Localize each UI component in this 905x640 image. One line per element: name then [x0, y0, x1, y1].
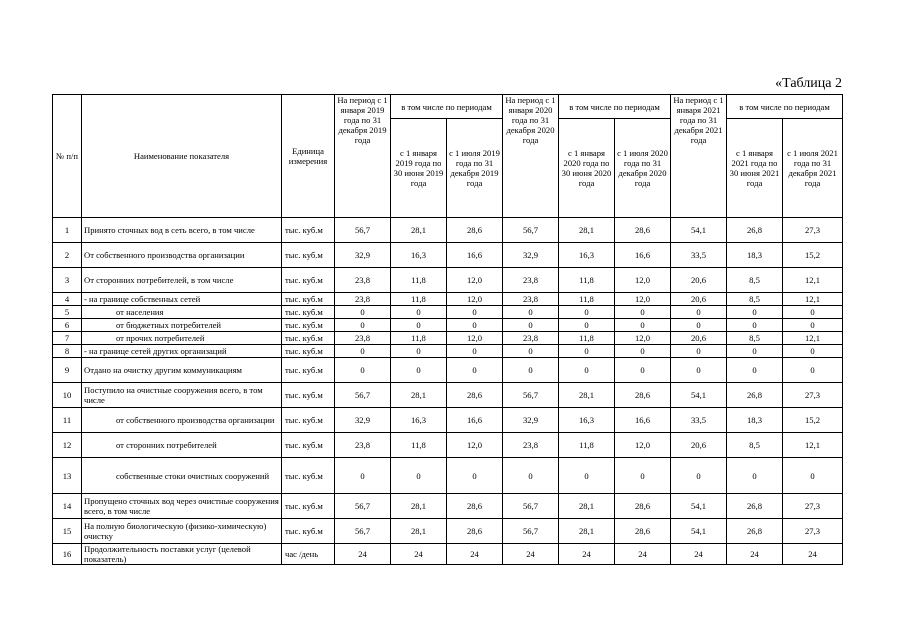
- row-value: 8,5: [727, 433, 783, 458]
- row-value: 28,1: [391, 494, 447, 519]
- header-period-2020: На период с 1 января 2020 года по 31 декабря 2020 года: [503, 95, 559, 218]
- table-row: [53, 293, 843, 306]
- row-num: 8: [53, 345, 82, 358]
- row-value: 26,8: [727, 383, 783, 408]
- row-value: 12,1: [783, 433, 843, 458]
- header-including-2019: в том числе по периодам: [391, 95, 503, 119]
- table-body: [53, 218, 843, 565]
- row-num: 11: [53, 408, 82, 433]
- row-value: 0: [671, 458, 727, 494]
- row-value: 20,6: [671, 433, 727, 458]
- row-value: 0: [335, 345, 391, 358]
- row-value: 0: [671, 345, 727, 358]
- row-name: Пропущено сточных вод через очистные сооружения всего, в том числе: [82, 494, 282, 519]
- row-value: 24: [559, 544, 615, 565]
- row-value: 0: [335, 358, 391, 383]
- row-value: 12,1: [783, 268, 843, 293]
- row-name: - на границе сетей других организаций: [82, 345, 282, 358]
- row-value: 18,3: [727, 243, 783, 268]
- row-value: 8,5: [727, 268, 783, 293]
- table-row: [53, 544, 843, 565]
- row-value: 0: [783, 458, 843, 494]
- row-value: 12,0: [447, 332, 503, 345]
- header-period-2021: На период с 1 января 2021 года по 31 декабря 2021 года: [671, 95, 727, 218]
- row-value: 23,8: [335, 293, 391, 306]
- row-value: 0: [783, 306, 843, 319]
- header-num: № п/п: [53, 95, 82, 218]
- row-value: 12,0: [615, 433, 671, 458]
- table-row: [53, 433, 843, 458]
- table-row: [53, 243, 843, 268]
- row-value: 11,8: [391, 293, 447, 306]
- row-value: 54,1: [671, 218, 727, 243]
- row-value: 0: [559, 319, 615, 332]
- row-name: Поступило на очистные сооружения всего, в том числе: [82, 383, 282, 408]
- table-row: [53, 358, 843, 383]
- row-value: 56,7: [335, 494, 391, 519]
- header-period-2019: На период с 1 января 2019 года по 31 декабря 2019 года: [335, 95, 391, 218]
- row-name: От собственного производства организации: [82, 243, 282, 268]
- row-value: 11,8: [559, 293, 615, 306]
- row-value: 12,0: [447, 268, 503, 293]
- row-unit: тыс. куб.м: [282, 458, 335, 494]
- row-value: 11,8: [391, 433, 447, 458]
- row-unit: тыс. куб.м: [282, 293, 335, 306]
- row-unit: тыс. куб.м: [282, 306, 335, 319]
- row-value: 0: [503, 319, 559, 332]
- row-value: 27,3: [783, 494, 843, 519]
- row-value: 12,0: [615, 293, 671, 306]
- row-value: 0: [447, 458, 503, 494]
- row-value: 24: [391, 544, 447, 565]
- row-value: 0: [671, 358, 727, 383]
- row-value: 56,7: [335, 383, 391, 408]
- row-value: 0: [335, 306, 391, 319]
- row-name: от бюджетных потребителей: [82, 319, 282, 332]
- row-value: 28,6: [615, 519, 671, 544]
- row-num: 9: [53, 358, 82, 383]
- row-value: 28,6: [615, 383, 671, 408]
- row-value: 0: [671, 306, 727, 319]
- row-value: 11,8: [559, 433, 615, 458]
- row-value: 0: [727, 345, 783, 358]
- row-value: 24: [727, 544, 783, 565]
- row-value: 0: [671, 319, 727, 332]
- row-value: 24: [335, 544, 391, 565]
- row-value: 32,9: [503, 243, 559, 268]
- row-value: 12,0: [447, 433, 503, 458]
- row-value: 16,6: [447, 408, 503, 433]
- header-including-2020: в том числе по периодам: [559, 95, 671, 119]
- row-value: 54,1: [671, 383, 727, 408]
- row-value: 0: [783, 345, 843, 358]
- row-value: 0: [727, 358, 783, 383]
- row-value: 24: [615, 544, 671, 565]
- row-num: 2: [53, 243, 82, 268]
- row-unit: тыс. куб.м: [282, 358, 335, 383]
- row-name: от собственного производства организации: [82, 408, 282, 433]
- row-value: 24: [447, 544, 503, 565]
- row-name: - на границе собственных сетей: [82, 293, 282, 306]
- row-value: 0: [783, 358, 843, 383]
- row-value: 33,5: [671, 243, 727, 268]
- row-value: 24: [503, 544, 559, 565]
- header-2019-h2: с 1 июля 2019 года по 31 декабря 2019 года: [447, 119, 503, 218]
- row-name: от населения: [82, 306, 282, 319]
- row-value: 27,3: [783, 218, 843, 243]
- row-value: 28,1: [559, 494, 615, 519]
- row-value: 54,1: [671, 494, 727, 519]
- row-unit: тыс. куб.м: [282, 433, 335, 458]
- row-value: 23,8: [335, 433, 391, 458]
- row-value: 28,1: [391, 218, 447, 243]
- row-value: 0: [447, 319, 503, 332]
- row-unit: час /день: [282, 544, 335, 565]
- row-unit: тыс. куб.м: [282, 383, 335, 408]
- row-value: 56,7: [503, 494, 559, 519]
- row-value: 0: [391, 458, 447, 494]
- row-value: 23,8: [335, 332, 391, 345]
- row-value: 28,1: [391, 383, 447, 408]
- row-value: 0: [391, 319, 447, 332]
- row-num: 13: [53, 458, 82, 494]
- row-value: 23,8: [503, 293, 559, 306]
- row-value: 56,7: [335, 519, 391, 544]
- header-2020-h1: с 1 января 2020 года по 30 июня 2020 года: [559, 119, 615, 218]
- row-name: от прочих потребителей: [82, 332, 282, 345]
- row-value: 27,3: [783, 519, 843, 544]
- row-value: 8,5: [727, 332, 783, 345]
- row-name: Принято сточных вод в сеть всего, в том числе: [82, 218, 282, 243]
- row-unit: тыс. куб.м: [282, 243, 335, 268]
- row-value: 0: [391, 306, 447, 319]
- header-unit: Единица измерения: [282, 95, 335, 218]
- row-value: 8,5: [727, 293, 783, 306]
- table-row: [53, 494, 843, 519]
- row-value: 32,9: [503, 408, 559, 433]
- row-value: 28,6: [447, 494, 503, 519]
- indicators-table: [52, 94, 843, 565]
- row-value: 0: [559, 458, 615, 494]
- row-value: 0: [447, 358, 503, 383]
- row-num: 5: [53, 306, 82, 319]
- row-unit: тыс. куб.м: [282, 319, 335, 332]
- row-value: 0: [335, 319, 391, 332]
- table-row: [53, 519, 843, 544]
- row-name: от сторонних потребителей: [82, 433, 282, 458]
- row-num: 16: [53, 544, 82, 565]
- row-value: 0: [335, 458, 391, 494]
- row-value: 0: [503, 458, 559, 494]
- table-row: [53, 345, 843, 358]
- row-value: 0: [615, 458, 671, 494]
- row-value: 28,6: [615, 218, 671, 243]
- row-value: 18,3: [727, 408, 783, 433]
- row-name: Отдано на очистку другим коммуникациям: [82, 358, 282, 383]
- row-value: 16,6: [615, 408, 671, 433]
- row-value: 16,3: [559, 408, 615, 433]
- row-value: 28,1: [559, 519, 615, 544]
- row-value: 0: [615, 358, 671, 383]
- table-row: [53, 268, 843, 293]
- row-unit: тыс. куб.м: [282, 332, 335, 345]
- row-value: 12,0: [615, 268, 671, 293]
- row-name: собственные стоки очистных сооружений: [82, 458, 282, 494]
- row-value: 27,3: [783, 383, 843, 408]
- row-value: 12,0: [615, 332, 671, 345]
- row-num: 1: [53, 218, 82, 243]
- table-row: [53, 218, 843, 243]
- header-name: Наименование показателя: [82, 95, 282, 218]
- row-value: 16,6: [615, 243, 671, 268]
- row-value: 28,1: [559, 218, 615, 243]
- row-name: Продолжительность поставки услуг (целевой показатель): [82, 544, 282, 565]
- row-value: 0: [391, 345, 447, 358]
- row-num: 3: [53, 268, 82, 293]
- row-value: 32,9: [335, 243, 391, 268]
- row-value: 0: [615, 306, 671, 319]
- row-value: 26,8: [727, 218, 783, 243]
- row-value: 0: [559, 345, 615, 358]
- header-including-2021: в том числе по периодам: [727, 95, 843, 119]
- row-value: 11,8: [559, 268, 615, 293]
- row-unit: тыс. куб.м: [282, 494, 335, 519]
- row-value: 12,1: [783, 293, 843, 306]
- row-value: 16,3: [559, 243, 615, 268]
- row-value: 23,8: [503, 332, 559, 345]
- table-row: [53, 319, 843, 332]
- table-row: [53, 332, 843, 345]
- row-value: 54,1: [671, 519, 727, 544]
- row-value: 0: [559, 306, 615, 319]
- row-unit: тыс. куб.м: [282, 345, 335, 358]
- table-caption: «Таблица 2: [775, 76, 842, 91]
- row-value: 0: [391, 358, 447, 383]
- row-value: 56,7: [503, 218, 559, 243]
- row-value: 28,6: [447, 519, 503, 544]
- row-name: От сторонних потребителей, в том числе: [82, 268, 282, 293]
- row-value: 16,6: [447, 243, 503, 268]
- row-value: 26,8: [727, 494, 783, 519]
- row-value: 12,1: [783, 332, 843, 345]
- row-value: 0: [783, 319, 843, 332]
- row-num: 15: [53, 519, 82, 544]
- row-unit: тыс. куб.м: [282, 218, 335, 243]
- row-value: 33,5: [671, 408, 727, 433]
- row-value: 28,6: [615, 494, 671, 519]
- row-value: 11,8: [391, 332, 447, 345]
- row-value: 23,8: [503, 268, 559, 293]
- row-value: 23,8: [503, 433, 559, 458]
- row-value: 20,6: [671, 268, 727, 293]
- table-row: [53, 458, 843, 494]
- row-value: 28,1: [391, 519, 447, 544]
- row-value: 15,2: [783, 408, 843, 433]
- row-num: 6: [53, 319, 82, 332]
- row-value: 0: [503, 345, 559, 358]
- row-unit: тыс. куб.м: [282, 519, 335, 544]
- row-value: 0: [559, 358, 615, 383]
- row-value: 32,9: [335, 408, 391, 433]
- header-2021-h2: с 1 июля 2021 года по 31 декабря 2021 года: [783, 119, 843, 218]
- row-unit: тыс. куб.м: [282, 268, 335, 293]
- table-row: [53, 306, 843, 319]
- row-value: 56,7: [503, 383, 559, 408]
- row-value: 23,8: [335, 268, 391, 293]
- row-value: 12,0: [447, 293, 503, 306]
- row-value: 28,1: [559, 383, 615, 408]
- row-value: 56,7: [335, 218, 391, 243]
- row-value: 0: [727, 306, 783, 319]
- row-num: 12: [53, 433, 82, 458]
- row-unit: тыс. куб.м: [282, 408, 335, 433]
- row-value: 0: [727, 319, 783, 332]
- row-value: 0: [615, 345, 671, 358]
- row-value: 20,6: [671, 293, 727, 306]
- row-value: 28,6: [447, 218, 503, 243]
- row-value: 56,7: [503, 519, 559, 544]
- row-value: 24: [783, 544, 843, 565]
- header-2021-h1: с 1 января 2021 года по 30 июня 2021 года: [727, 119, 783, 218]
- row-num: 4: [53, 293, 82, 306]
- row-value: 11,8: [559, 332, 615, 345]
- row-value: 26,8: [727, 519, 783, 544]
- row-value: 11,8: [391, 268, 447, 293]
- row-value: 0: [503, 306, 559, 319]
- row-value: 0: [503, 358, 559, 383]
- table-row: [53, 383, 843, 408]
- row-value: 16,3: [391, 408, 447, 433]
- row-value: 28,6: [447, 383, 503, 408]
- header-2019-h1: с 1 января 2019 года по 30 июня 2019 года: [391, 119, 447, 218]
- row-num: 14: [53, 494, 82, 519]
- row-value: 24: [671, 544, 727, 565]
- header-2020-h2: с 1 июля 2020 года по 31 декабря 2020 года: [615, 119, 671, 218]
- row-value: 0: [727, 458, 783, 494]
- row-num: 7: [53, 332, 82, 345]
- row-value: 0: [615, 319, 671, 332]
- row-value: 20,6: [671, 332, 727, 345]
- row-value: 0: [447, 306, 503, 319]
- row-name: На полную биологическую (физико-химическую) очистку: [82, 519, 282, 544]
- row-num: 10: [53, 383, 82, 408]
- table-row: [53, 408, 843, 433]
- row-value: 15,2: [783, 243, 843, 268]
- row-value: 16,3: [391, 243, 447, 268]
- row-value: 0: [447, 345, 503, 358]
